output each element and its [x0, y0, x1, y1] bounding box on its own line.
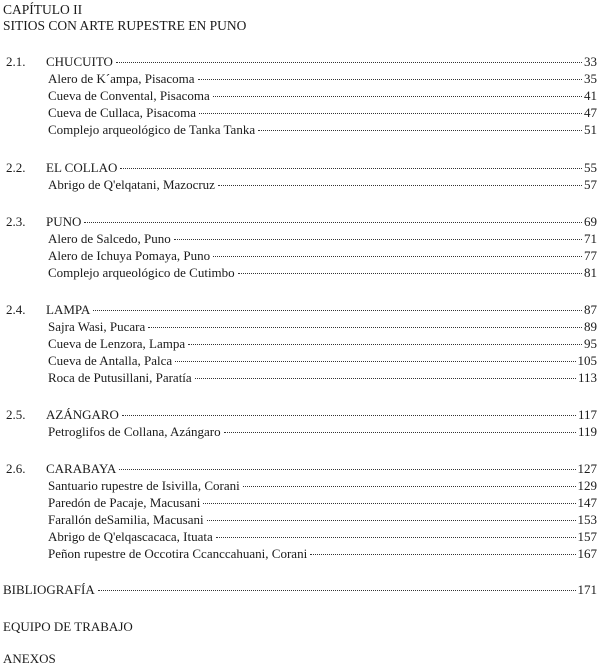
back-matter-page: 171 — [577, 582, 597, 597]
section-title: LAMPA — [46, 302, 91, 317]
item-page: 105 — [577, 353, 597, 368]
toc-item[interactable] — [48, 495, 597, 511]
toc-item[interactable] — [48, 122, 597, 138]
dot-leader — [203, 503, 575, 504]
section-title: EL COLLAO — [46, 160, 118, 175]
toc-section-azangaro[interactable] — [3, 407, 597, 423]
dot-leader — [119, 469, 575, 470]
back-matter-title: ANEXOS — [3, 651, 56, 666]
item-page: 77 — [584, 248, 597, 263]
toc-item[interactable] — [48, 336, 597, 352]
toc-item[interactable] — [48, 353, 597, 369]
section-number: 2.3. — [6, 214, 26, 229]
section-number: 2.5. — [6, 407, 26, 422]
item-page: 89 — [584, 319, 597, 334]
dot-leader — [218, 185, 582, 186]
back-matter-title: EQUIPO DE TRABAJO — [3, 619, 133, 634]
item-title: Santuario rupestre de Isivilla, Corani — [48, 478, 240, 493]
chapter-label: CAPÍTULO II — [3, 2, 83, 17]
dot-leader — [122, 415, 576, 416]
dot-leader — [93, 310, 582, 311]
item-title: Roca de Putusillani, Paratía — [48, 370, 192, 385]
section-title: CARABAYA — [46, 461, 117, 476]
section-page: 127 — [577, 461, 597, 476]
item-title: Cueva de Antalla, Palca — [48, 353, 173, 368]
dot-leader — [243, 486, 576, 487]
item-page: 35 — [584, 71, 597, 86]
item-page: 51 — [584, 122, 597, 137]
item-page: 157 — [577, 529, 597, 544]
toc-item[interactable] — [48, 546, 597, 562]
toc-section-chucuito[interactable] — [3, 54, 597, 70]
item-page: 81 — [584, 265, 597, 280]
item-title: Abrigo de Q'elqatani, Mazocruz — [48, 177, 215, 192]
section-number: 2.2. — [6, 160, 26, 175]
item-page: 113 — [577, 370, 597, 385]
item-title: Petroglifos de Collana, Azángaro — [48, 424, 221, 439]
section-title: AZÁNGARO — [46, 407, 119, 422]
section-number: 2.1. — [6, 54, 26, 69]
dot-leader — [213, 96, 582, 97]
dot-leader — [207, 520, 576, 521]
dot-leader — [198, 79, 582, 80]
toc-section-puno[interactable] — [3, 214, 597, 230]
toc-item[interactable] — [48, 529, 597, 545]
dot-leader — [195, 378, 576, 379]
item-title: Alero de Ichuya Pomaya, Puno — [48, 248, 211, 263]
toc-equipo-de-trabajo[interactable] — [3, 619, 597, 635]
item-title: Complejo arqueológico de Tanka Tanka — [48, 122, 256, 137]
item-title: Paredón de Pacaje, Macusani — [48, 495, 201, 510]
item-page: 47 — [584, 105, 597, 120]
dot-leader — [148, 327, 582, 328]
toc-item[interactable] — [48, 248, 597, 264]
toc-section-lampa[interactable] — [3, 302, 597, 318]
section-number: 2.4. — [6, 302, 26, 317]
toc-item[interactable] — [48, 177, 597, 193]
item-page: 129 — [577, 478, 597, 493]
item-title: Cueva de Cullaca, Pisacoma — [48, 105, 197, 120]
section-number: 2.6. — [6, 461, 26, 476]
item-page: 71 — [584, 231, 597, 246]
section-page: 33 — [584, 54, 597, 69]
toc-item[interactable] — [48, 231, 597, 247]
item-page: 153 — [577, 512, 597, 527]
item-title: Alero de K´ampa, Pisacoma — [48, 71, 195, 86]
toc-section-carabaya[interactable] — [3, 461, 597, 477]
toc-item[interactable] — [48, 71, 597, 87]
item-title: Cueva de Lenzora, Lampa — [48, 336, 186, 351]
item-title: Complejo arqueológico de Cutimbo — [48, 265, 235, 280]
item-title: Peñon rupestre de Occotira Ccanccahuani, Corani — [48, 546, 308, 561]
dot-leader — [84, 222, 582, 223]
toc-item[interactable] — [48, 424, 597, 440]
item-title: Abrigo de Q'elqascacaca, Ituata — [48, 529, 213, 544]
toc-anexos[interactable] — [3, 651, 597, 667]
section-page: 55 — [584, 160, 597, 175]
toc-item[interactable] — [48, 478, 597, 494]
item-page: 95 — [584, 336, 597, 351]
item-title: Alero de Salcedo, Puno — [48, 231, 171, 246]
chapter-title: SITIOS CON ARTE RUPESTRE EN PUNO — [3, 18, 247, 33]
toc-bibliografia[interactable] — [3, 582, 597, 598]
item-page: 167 — [577, 546, 597, 561]
toc-section-el-collao[interactable] — [3, 160, 597, 176]
back-matter-title: BIBLIOGRAFÍA — [3, 582, 95, 597]
section-page: 87 — [584, 302, 597, 317]
toc-item[interactable] — [48, 105, 597, 121]
toc-item[interactable] — [48, 88, 597, 104]
section-title: CHUCUITO — [46, 54, 113, 69]
item-title: Farallón deSamilia, Macusani — [48, 512, 204, 527]
toc-item[interactable] — [48, 319, 597, 335]
dot-leader — [199, 113, 582, 114]
item-page: 57 — [584, 177, 597, 192]
dot-leader — [216, 537, 576, 538]
dot-leader — [175, 361, 575, 362]
dot-leader — [224, 432, 576, 433]
dot-leader — [116, 62, 582, 63]
dot-leader — [98, 590, 576, 591]
section-title: PUNO — [46, 214, 82, 229]
toc-item[interactable] — [48, 512, 597, 528]
dot-leader — [174, 239, 582, 240]
item-page: 119 — [577, 424, 597, 439]
section-page: 117 — [577, 407, 597, 422]
item-title: Cueva de Convental, Pisacoma — [48, 88, 210, 103]
item-page: 147 — [577, 495, 597, 510]
dot-leader — [258, 130, 582, 131]
dot-leader — [213, 256, 582, 257]
item-page: 41 — [584, 88, 597, 103]
toc-item[interactable] — [48, 265, 597, 281]
dot-leader — [120, 168, 582, 169]
item-title: Sajra Wasi, Pucara — [48, 319, 146, 334]
dot-leader — [238, 273, 582, 274]
section-page: 69 — [584, 214, 597, 229]
toc-item[interactable] — [48, 370, 597, 386]
dot-leader — [310, 554, 575, 555]
dot-leader — [188, 344, 582, 345]
